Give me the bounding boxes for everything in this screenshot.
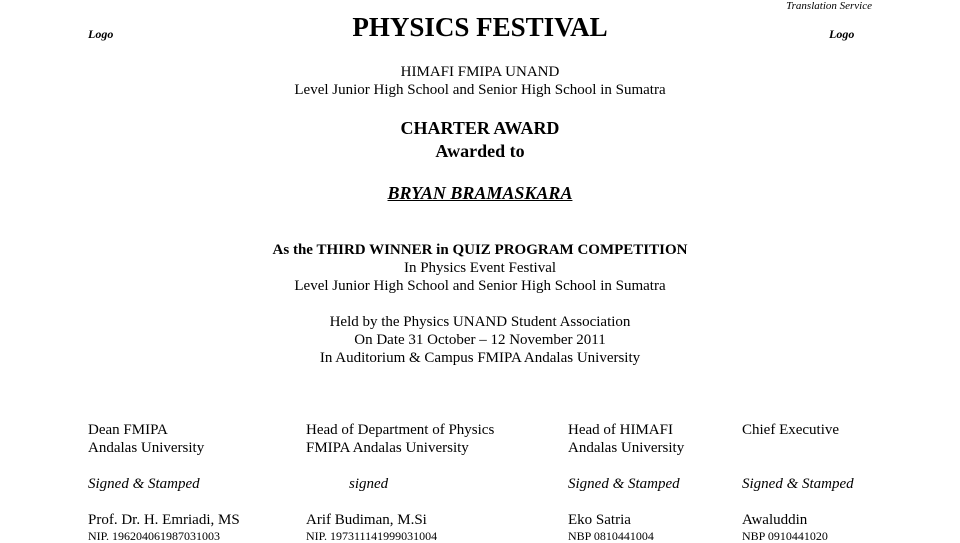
certificate-title: PHYSICS FESTIVAL [352,12,608,42]
event-venue: In Auditorium & Campus FMIPA Andalas University [319,350,641,366]
recipient-name: BRYAN BRAMASKARA [387,183,573,203]
signatory-3-id: NBP 0810441004 [568,529,654,543]
logo-right: Logo [829,27,855,41]
signatory-4-name: Awaluddin [742,512,808,528]
signatory-2-id: NIP. 197311141999031004 [306,529,438,543]
achievement-event: In Physics Event Festival [403,260,557,276]
award-title: CHARTER AWARD [400,118,560,138]
award-subtitle: Awarded to [435,141,525,161]
organizer-level: Level Junior High School and Senior High School in Sumatra [294,82,666,98]
translation-service-note: Translation Service [786,0,872,12]
signatory-4-id: NBP 0910441020 [742,529,828,543]
signatory-1-name: Prof. Dr. H. Emriadi, MS [88,512,240,528]
organizer-name: HIMAFI FMIPA UNAND [400,64,560,80]
signatory-1-id: NIP. 196204061987031003 [88,529,221,543]
event-organizer: Held by the Physics UNAND Student Association [329,314,631,330]
signatory-1-role: Dean FMIPA [88,422,168,438]
signatory-3-role: Head of HIMAFI [568,422,673,438]
signatory-3-institution: Andalas University [568,440,685,456]
signatory-2-signature: signed [349,476,389,492]
signatory-2-role: Head of Department of Physics [306,422,495,438]
achievement-title: As the THIRD WINNER in QUIZ PROGRAM COMPETITION [272,242,688,258]
signatory-4-signature: Signed & Stamped [742,476,854,492]
achievement-level: Level Junior High School and Senior High School in Sumatra [294,278,666,294]
signatory-2-institution: FMIPA Andalas University [306,440,469,456]
signatory-1-institution: Andalas University [88,440,205,456]
signatory-3-name: Eko Satria [568,512,631,528]
signatory-2-name: Arif Budiman, M.Si [306,512,427,528]
signatory-4-role: Chief Executive [742,422,840,438]
signatory-3-signature: Signed & Stamped [568,476,680,492]
logo-left: Logo [88,27,114,41]
event-date: On Date 31 October – 12 November 2011 [354,332,606,348]
signatory-1-signature: Signed & Stamped [88,476,200,492]
